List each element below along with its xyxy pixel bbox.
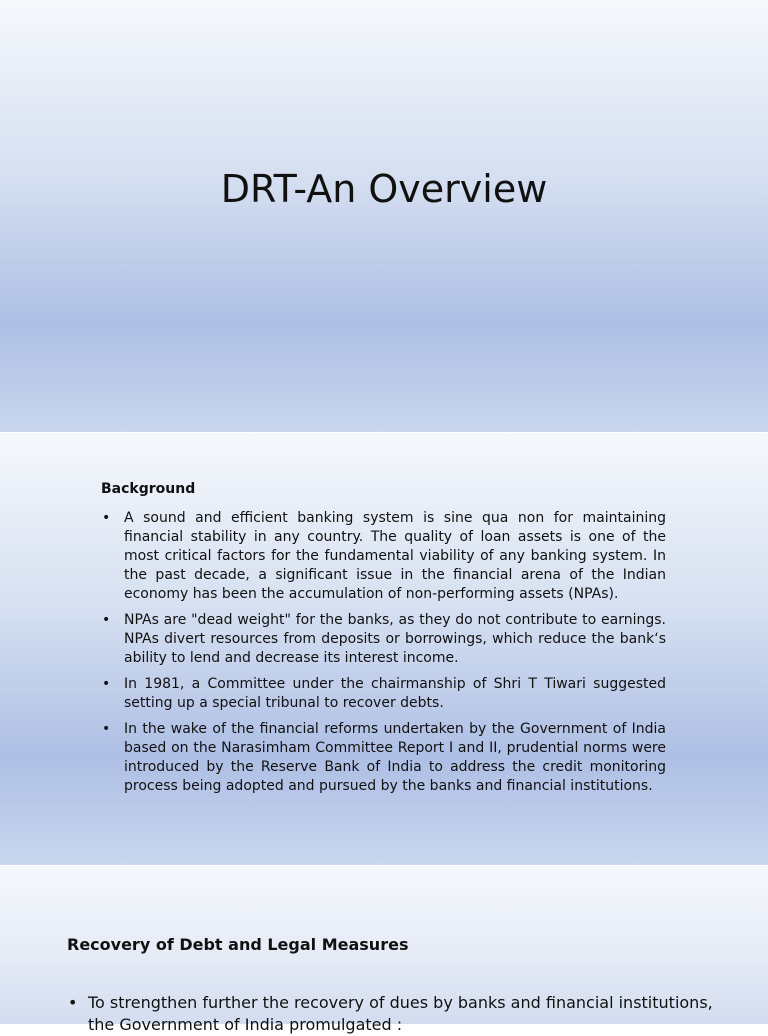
- bullet-item: • NPAs are "dead weight" for the banks, as they do not contribute to earnings. NPAs divert resources from deposits or borrowings, which reduce the bank‘s ability to lend and decrease its interest income.: [100, 611, 666, 668]
- bullet-line: the Government of India promulgated :: [88, 1015, 403, 1034]
- slide-title-text: DRT-An Overview: [220, 167, 548, 211]
- bullet-item: [66, 992, 716, 1036]
- bullet-item: • In the wake of the financial reforms undertaken by the Government of India based on the Narasimham Committee Report I and II, prudential norms were introduced by the Reserve Bank of India to address the credit monitoring process being adopted and pursued by the banks and financial institutions.: [100, 720, 666, 796]
- recovery-heading: Recovery of Debt and Legal Measures: [67, 935, 409, 954]
- bullet-item: • A sound and efficient banking system is sine qua non for maintaining financial stability in any country. The quality of loan assets is one of the most critical factors for the fundamental viability of any banking system. In the past decade, a significant issue in the financial arena of the Indian economy has been the accumulation of non-performing assets (NPAs).: [100, 509, 666, 604]
- slide-title: [0, 0, 768, 432]
- bullet-line: • To strengthen further the recovery of dues by banks and financial institutions,: [88, 993, 713, 1012]
- slide-background: [0, 433, 768, 865]
- recovery-bullet-list: [66, 992, 716, 1036]
- slide-recovery: [0, 866, 768, 1034]
- background-bullet-list: [100, 509, 666, 803]
- bullet-item: • In 1981, a Committee under the chairmanship of Shri T Tiwari suggested setting up a special tribunal to recover debts.: [100, 675, 666, 713]
- background-heading: Background: [101, 481, 196, 497]
